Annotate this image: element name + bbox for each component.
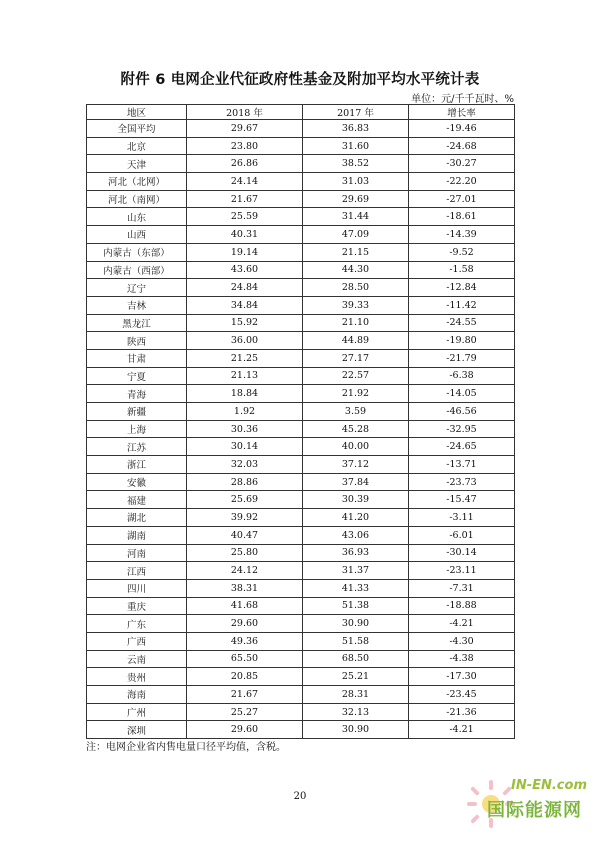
cell-2018: 39.92 bbox=[187, 509, 303, 527]
table-row bbox=[87, 526, 515, 544]
cell-growth-rate: -14.39 bbox=[409, 226, 515, 244]
cell-2017: 41.33 bbox=[303, 579, 409, 597]
cell-2018: 18.84 bbox=[187, 385, 303, 403]
cell-2017: 21.15 bbox=[303, 243, 409, 261]
table-row bbox=[87, 686, 515, 704]
cell-2018: 34.84 bbox=[187, 296, 303, 314]
table-row bbox=[87, 438, 515, 456]
cell-growth-rate: -24.68 bbox=[409, 137, 515, 155]
cell-2018: 25.59 bbox=[187, 208, 303, 226]
cell-region: 江西 bbox=[87, 562, 187, 580]
cell-growth-rate: -1.58 bbox=[409, 261, 515, 279]
table-row bbox=[87, 668, 515, 686]
cell-growth-rate: -23.11 bbox=[409, 562, 515, 580]
cell-2018: 36.00 bbox=[187, 332, 303, 350]
cell-2017: 30.90 bbox=[303, 615, 409, 633]
cell-region: 云南 bbox=[87, 650, 187, 668]
unit-label: 单位：元/千千瓦时、% bbox=[411, 94, 514, 105]
table-row bbox=[87, 420, 515, 438]
table-row bbox=[87, 332, 515, 350]
cell-growth-rate: -27.01 bbox=[409, 190, 515, 208]
cell-growth-rate: -13.71 bbox=[409, 456, 515, 474]
cell-growth-rate: -12.84 bbox=[409, 279, 515, 297]
cell-growth-rate: -7.31 bbox=[409, 579, 515, 597]
cell-2017: 3.59 bbox=[303, 403, 409, 421]
cell-2017: 29.69 bbox=[303, 190, 409, 208]
table-row bbox=[87, 703, 515, 721]
cell-growth-rate: -23.73 bbox=[409, 473, 515, 491]
cell-growth-rate: -30.27 bbox=[409, 155, 515, 173]
cell-2017: 43.06 bbox=[303, 526, 409, 544]
cell-region: 广西 bbox=[87, 632, 187, 650]
cell-2017: 68.50 bbox=[303, 650, 409, 668]
table-row bbox=[87, 562, 515, 580]
cell-2018: 23.80 bbox=[187, 137, 303, 155]
table-header-row bbox=[87, 105, 515, 120]
cell-region: 内蒙古（西部） bbox=[87, 261, 187, 279]
cell-2017: 41.20 bbox=[303, 509, 409, 527]
cell-2018: 30.14 bbox=[187, 438, 303, 456]
cell-2018: 24.12 bbox=[187, 562, 303, 580]
cell-2018: 49.36 bbox=[187, 632, 303, 650]
cell-growth-rate: -6.01 bbox=[409, 526, 515, 544]
cell-2018: 40.31 bbox=[187, 226, 303, 244]
table-row bbox=[87, 367, 515, 385]
page-number: 20 bbox=[293, 791, 307, 802]
table-row bbox=[87, 491, 515, 509]
table-row bbox=[87, 243, 515, 261]
cell-region: 北京 bbox=[87, 137, 187, 155]
cell-2017: 22.57 bbox=[303, 367, 409, 385]
cell-2018: 32.03 bbox=[187, 456, 303, 474]
cell-2017: 45.28 bbox=[303, 420, 409, 438]
table-row bbox=[87, 261, 515, 279]
cell-2018: 29.60 bbox=[187, 721, 303, 739]
document-title: 附件 6 电网企业代征政府性基金及附加平均水平统计表 bbox=[120, 72, 480, 88]
cell-2017: 21.10 bbox=[303, 314, 409, 332]
cell-region: 全国平均 bbox=[87, 120, 187, 138]
cell-2018: 20.85 bbox=[187, 668, 303, 686]
cell-growth-rate: -23.45 bbox=[409, 686, 515, 704]
cell-region: 河南 bbox=[87, 544, 187, 562]
cell-2018: 25.69 bbox=[187, 491, 303, 509]
cell-2017: 37.12 bbox=[303, 456, 409, 474]
cell-2017: 44.89 bbox=[303, 332, 409, 350]
table-row bbox=[87, 456, 515, 474]
cell-2017: 31.37 bbox=[303, 562, 409, 580]
table-row bbox=[87, 721, 515, 739]
header-2017: 2017 年 bbox=[303, 105, 409, 120]
table-row bbox=[87, 279, 515, 297]
table-row bbox=[87, 509, 515, 527]
table-row bbox=[87, 226, 515, 244]
header-growth-rate: 增长率 bbox=[409, 105, 515, 120]
cell-growth-rate: -24.55 bbox=[409, 314, 515, 332]
cell-region: 山东 bbox=[87, 208, 187, 226]
cell-2018: 21.67 bbox=[187, 190, 303, 208]
table-row bbox=[87, 208, 515, 226]
cell-2018: 1.92 bbox=[187, 403, 303, 421]
table-row bbox=[87, 137, 515, 155]
watermark-name: 国际能源网 bbox=[487, 800, 582, 821]
cell-2017: 21.92 bbox=[303, 385, 409, 403]
cell-2017: 36.83 bbox=[303, 120, 409, 138]
cell-2018: 24.14 bbox=[187, 173, 303, 191]
cell-growth-rate: -46.56 bbox=[409, 403, 515, 421]
table-row bbox=[87, 173, 515, 191]
cell-growth-rate: -6.38 bbox=[409, 367, 515, 385]
cell-region: 甘肃 bbox=[87, 349, 187, 367]
table-row bbox=[87, 597, 515, 615]
table-row bbox=[87, 473, 515, 491]
table-row bbox=[87, 349, 515, 367]
cell-2017: 51.38 bbox=[303, 597, 409, 615]
cell-2017: 38.52 bbox=[303, 155, 409, 173]
watermark-domain: IN-EN.com bbox=[511, 778, 587, 793]
statistics-table bbox=[86, 104, 515, 739]
cell-region: 新疆 bbox=[87, 403, 187, 421]
cell-region: 四川 bbox=[87, 579, 187, 597]
cell-2018: 65.50 bbox=[187, 650, 303, 668]
cell-2017: 31.60 bbox=[303, 137, 409, 155]
table-row bbox=[87, 155, 515, 173]
cell-2018: 25.27 bbox=[187, 703, 303, 721]
cell-growth-rate: -19.46 bbox=[409, 120, 515, 138]
footnote: 注：电网企业省内售电量口径平均值，含税。 bbox=[86, 742, 286, 753]
cell-region: 辽宁 bbox=[87, 279, 187, 297]
cell-growth-rate: -21.79 bbox=[409, 349, 515, 367]
cell-growth-rate: -4.30 bbox=[409, 632, 515, 650]
cell-region: 天津 bbox=[87, 155, 187, 173]
cell-2017: 31.03 bbox=[303, 173, 409, 191]
cell-2018: 30.36 bbox=[187, 420, 303, 438]
cell-2018: 21.25 bbox=[187, 349, 303, 367]
cell-2018: 29.60 bbox=[187, 615, 303, 633]
cell-growth-rate: -24.65 bbox=[409, 438, 515, 456]
watermark-logo bbox=[461, 772, 600, 842]
cell-region: 江苏 bbox=[87, 438, 187, 456]
cell-region: 浙江 bbox=[87, 456, 187, 474]
table-row bbox=[87, 385, 515, 403]
cell-2018: 28.86 bbox=[187, 473, 303, 491]
cell-region: 河北（北网） bbox=[87, 173, 187, 191]
cell-region: 山西 bbox=[87, 226, 187, 244]
cell-growth-rate: -14.05 bbox=[409, 385, 515, 403]
cell-region: 重庆 bbox=[87, 597, 187, 615]
table-row bbox=[87, 296, 515, 314]
cell-region: 湖北 bbox=[87, 509, 187, 527]
cell-region: 陕西 bbox=[87, 332, 187, 350]
cell-region: 黑龙江 bbox=[87, 314, 187, 332]
cell-growth-rate: -21.36 bbox=[409, 703, 515, 721]
cell-growth-rate: -18.61 bbox=[409, 208, 515, 226]
cell-growth-rate: -15.47 bbox=[409, 491, 515, 509]
cell-2017: 25.21 bbox=[303, 668, 409, 686]
cell-2018: 25.80 bbox=[187, 544, 303, 562]
cell-2018: 26.86 bbox=[187, 155, 303, 173]
cell-2017: 47.09 bbox=[303, 226, 409, 244]
table-row bbox=[87, 650, 515, 668]
cell-region: 海南 bbox=[87, 686, 187, 704]
cell-growth-rate: -3.11 bbox=[409, 509, 515, 527]
header-region: 地区 bbox=[87, 105, 187, 120]
cell-2017: 44.30 bbox=[303, 261, 409, 279]
cell-2018: 41.68 bbox=[187, 597, 303, 615]
cell-growth-rate: -18.88 bbox=[409, 597, 515, 615]
cell-region: 湖南 bbox=[87, 526, 187, 544]
table-row bbox=[87, 314, 515, 332]
cell-2017: 32.13 bbox=[303, 703, 409, 721]
cell-2017: 28.31 bbox=[303, 686, 409, 704]
cell-region: 福建 bbox=[87, 491, 187, 509]
cell-2018: 40.47 bbox=[187, 526, 303, 544]
table-row bbox=[87, 544, 515, 562]
cell-2017: 30.39 bbox=[303, 491, 409, 509]
cell-2017: 51.58 bbox=[303, 632, 409, 650]
cell-region: 贵州 bbox=[87, 668, 187, 686]
cell-region: 安徽 bbox=[87, 473, 187, 491]
cell-region: 河北（南网） bbox=[87, 190, 187, 208]
cell-region: 宁夏 bbox=[87, 367, 187, 385]
cell-growth-rate: -11.42 bbox=[409, 296, 515, 314]
table-row bbox=[87, 190, 515, 208]
table-row bbox=[87, 120, 515, 138]
table-row bbox=[87, 615, 515, 633]
cell-region: 吉林 bbox=[87, 296, 187, 314]
cell-2018: 15.92 bbox=[187, 314, 303, 332]
table-body bbox=[87, 120, 515, 739]
table-row bbox=[87, 403, 515, 421]
header-2018: 2018 年 bbox=[187, 105, 303, 120]
cell-growth-rate: -4.21 bbox=[409, 721, 515, 739]
cell-region: 上海 bbox=[87, 420, 187, 438]
table-row bbox=[87, 632, 515, 650]
cell-region: 青海 bbox=[87, 385, 187, 403]
cell-growth-rate: -4.38 bbox=[409, 650, 515, 668]
cell-2017: 40.00 bbox=[303, 438, 409, 456]
cell-growth-rate: -30.14 bbox=[409, 544, 515, 562]
cell-2018: 19.14 bbox=[187, 243, 303, 261]
cell-2018: 43.60 bbox=[187, 261, 303, 279]
cell-2018: 38.31 bbox=[187, 579, 303, 597]
cell-2017: 27.17 bbox=[303, 349, 409, 367]
cell-growth-rate: -22.20 bbox=[409, 173, 515, 191]
cell-2017: 31.44 bbox=[303, 208, 409, 226]
cell-2017: 39.33 bbox=[303, 296, 409, 314]
cell-region: 深圳 bbox=[87, 721, 187, 739]
cell-growth-rate: -9.52 bbox=[409, 243, 515, 261]
cell-growth-rate: -17.30 bbox=[409, 668, 515, 686]
cell-growth-rate: -4.21 bbox=[409, 615, 515, 633]
table-row bbox=[87, 579, 515, 597]
cell-2017: 30.90 bbox=[303, 721, 409, 739]
cell-2018: 21.13 bbox=[187, 367, 303, 385]
cell-region: 广东 bbox=[87, 615, 187, 633]
cell-region: 广州 bbox=[87, 703, 187, 721]
cell-growth-rate: -32.95 bbox=[409, 420, 515, 438]
cell-growth-rate: -19.80 bbox=[409, 332, 515, 350]
cell-2018: 29.67 bbox=[187, 120, 303, 138]
cell-2017: 28.50 bbox=[303, 279, 409, 297]
cell-2018: 21.67 bbox=[187, 686, 303, 704]
cell-2018: 24.84 bbox=[187, 279, 303, 297]
cell-region: 内蒙古（东部） bbox=[87, 243, 187, 261]
cell-2017: 37.84 bbox=[303, 473, 409, 491]
cell-2017: 36.93 bbox=[303, 544, 409, 562]
